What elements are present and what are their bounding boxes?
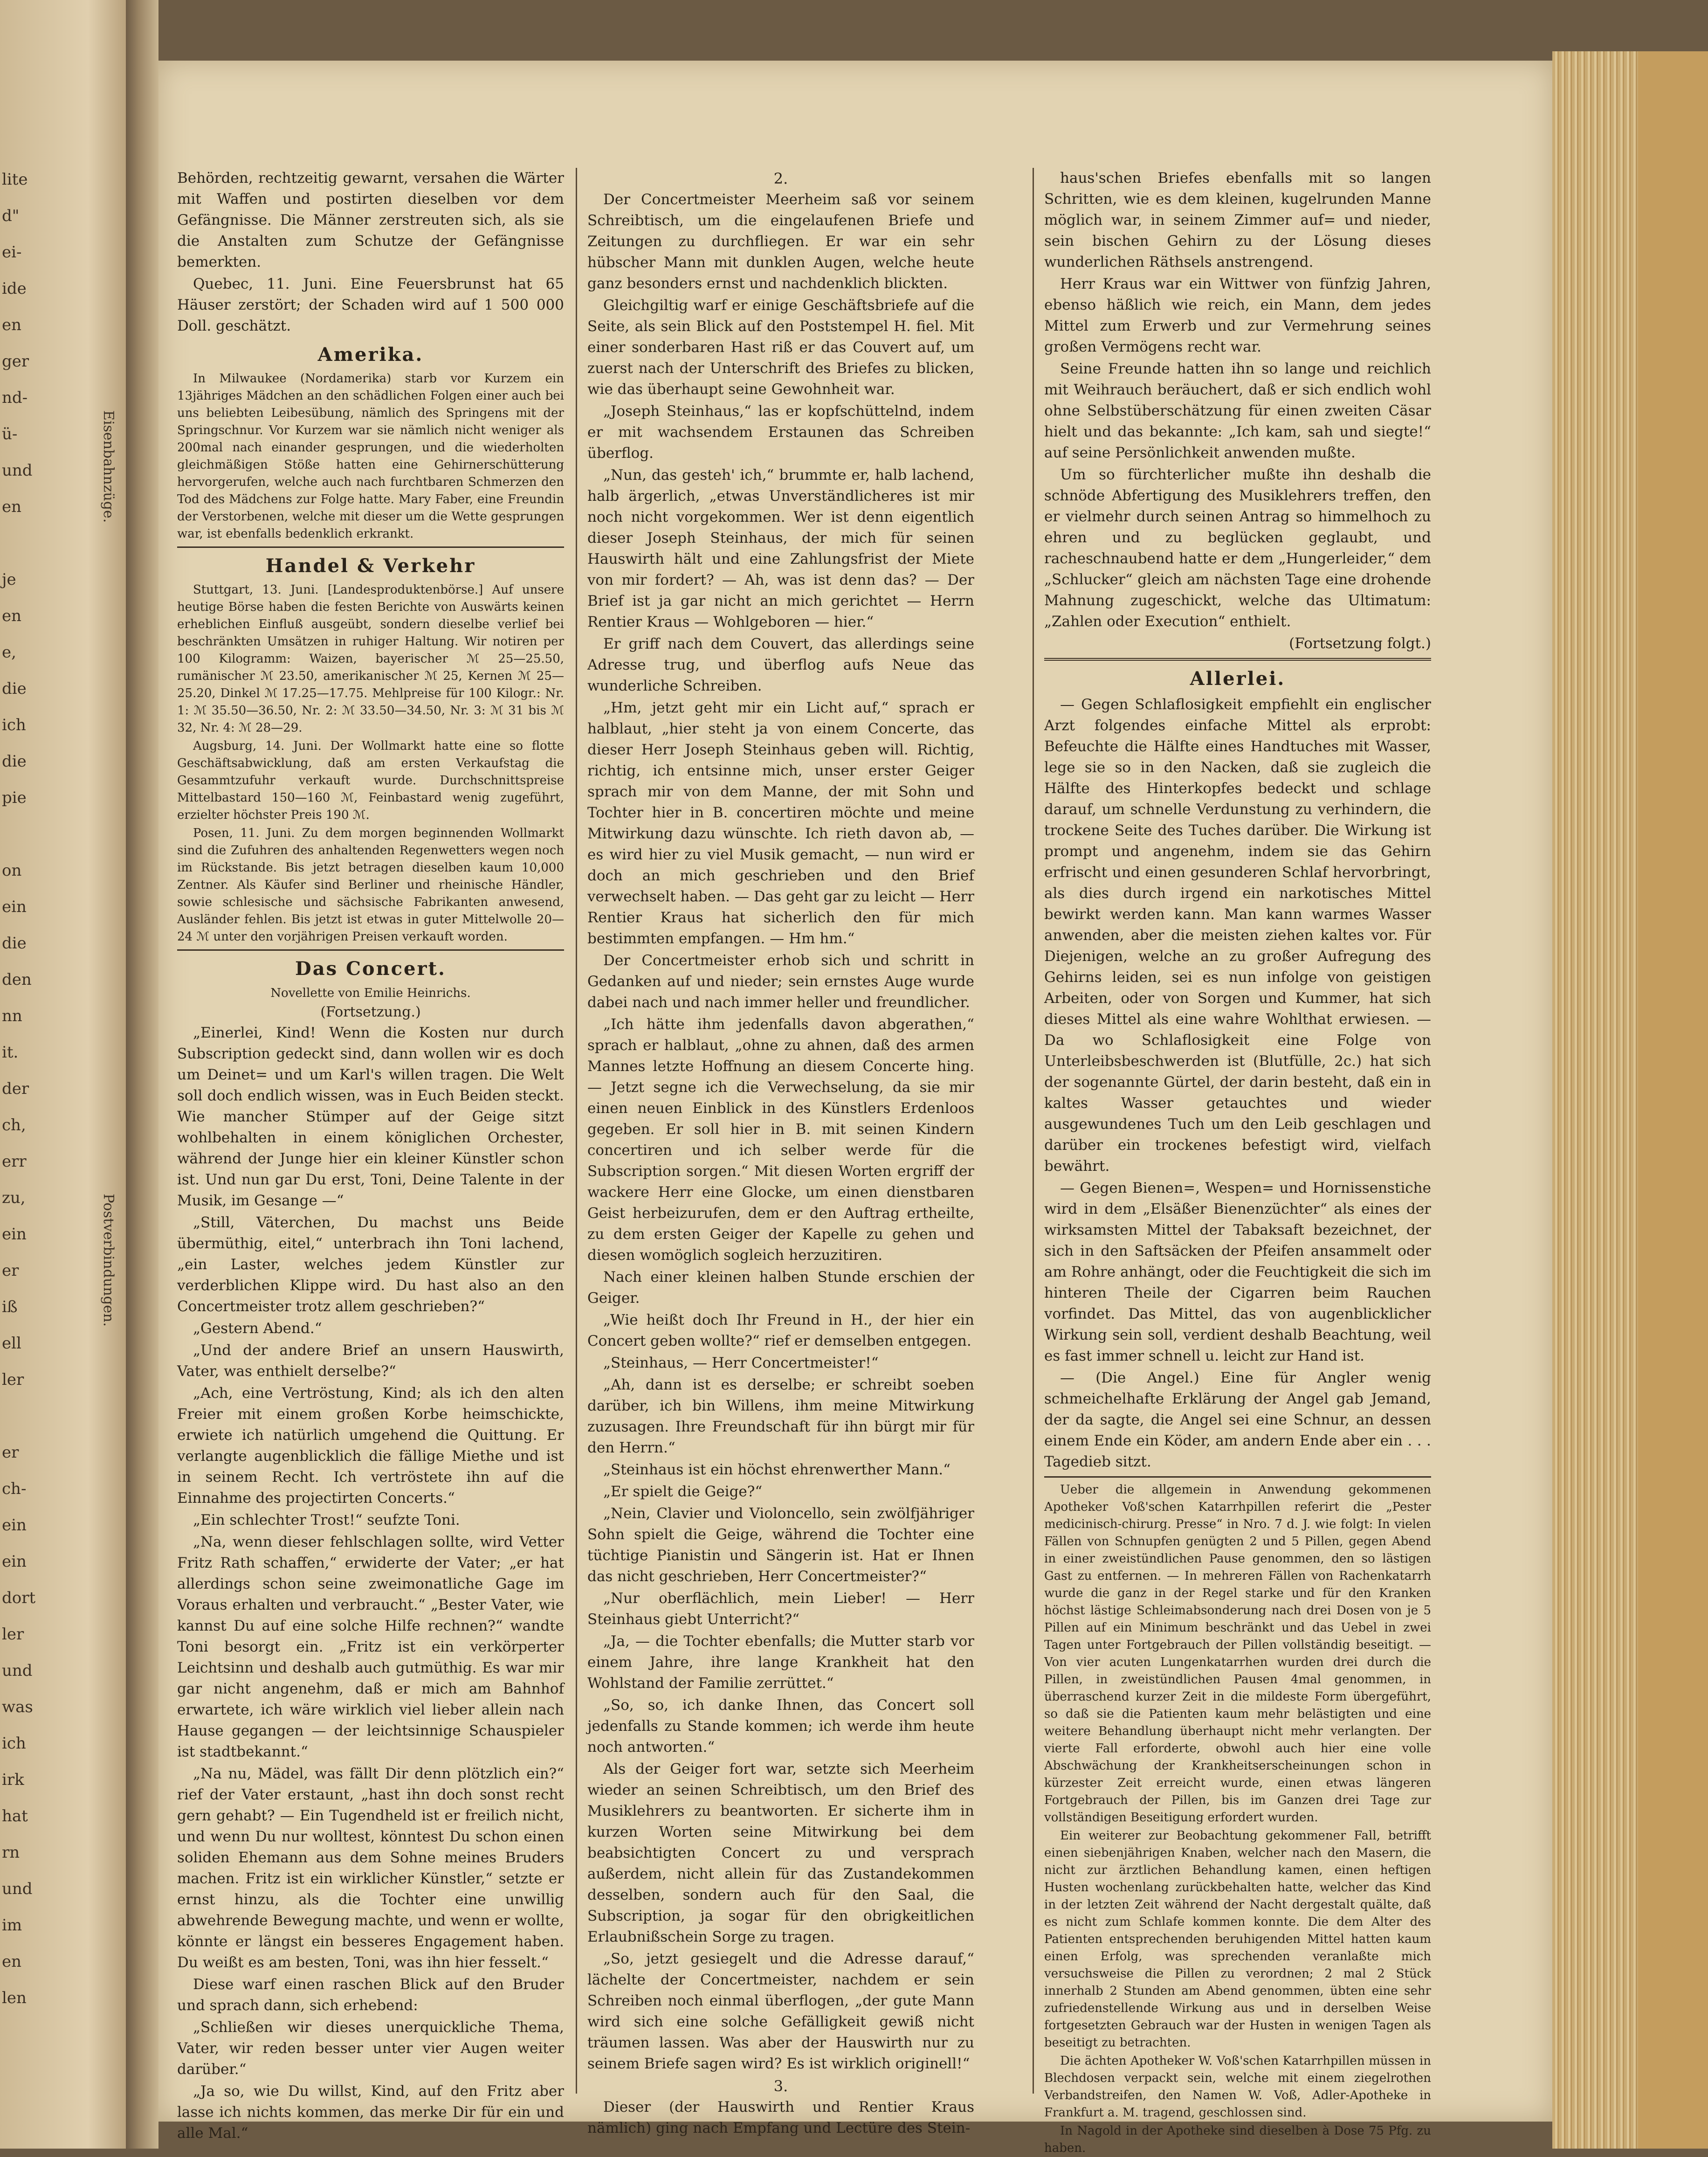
concert-author: Novellette von Emilie Heinrichs. (270, 986, 471, 1000)
left-page-fragment: ein (2, 898, 27, 916)
divider (1044, 658, 1431, 661)
left-page-fragment: und (2, 1880, 33, 1898)
paragraph: Herr Kraus war ein Wittwer von fünfzig Jahren, ebenso häßlich wie reich, ein Mann, dem jedes Mittel zum Erwerb und zur Vermehrung seines großen Vermögens recht war. (1044, 276, 1431, 355)
paragraph: Die ächten Apotheker W. Voß'schen Katarrhpillen müssen in Blechdosen verpackt sein, welche mit einem ziegelrothen Verbandstreifen, den Namen W. Voß, Adler-Apotheke in Frankfurt a. M. tragend, geschlossen sind. (1044, 2054, 1431, 2120)
left-page-fragment: on (2, 861, 22, 880)
left-page-fragment: ger (2, 352, 29, 371)
left-page-fragment: lite (2, 170, 28, 189)
left-page-fragment: nd- (2, 388, 28, 407)
column-rule (576, 168, 577, 2094)
divider (177, 546, 564, 548)
chapter-number-3: 3. (773, 2077, 788, 2095)
amerika-heading: Amerika. (317, 344, 424, 366)
left-page-fragment: zu, (2, 1189, 26, 1207)
left-page-fragment: ein (2, 1516, 27, 1535)
left-page-fragment: en (2, 498, 22, 516)
paragraph: Der Concertmeister erhob sich und schritt in Gedanken auf und nieder; sein ernstes Auge wurde dabei nach und nach immer heller und freundlicher. (587, 952, 974, 1011)
posen-report: Posen, 11. Juni. Zu dem morgen beginnenden Wollmarkt sind die Zufuhren des anhaltenden Regenwetters wegen noch im Rückstande. Bis jetzt betragen dieselben kaum 10,000 Zentner. Als Käufer sind Berliner und rheinische Händler, sowie schlesische und sächsische Fabrikanten anwesend, Ausländer fehlen. Bis jetzt ist etwas in guter Mittelwolle 20—24 ℳ unter den vorjährigen Preisen verkauft worden. (177, 826, 564, 944)
allerlei-items (1044, 694, 1431, 1473)
column-1 (177, 168, 564, 2142)
left-page-fragment: ich (2, 1734, 26, 1753)
paragraph: „Steinhaus, — Herr Concertmeister!“ (603, 1355, 879, 1371)
quebec-news: Quebec, 11. Juni. Eine Feuersbrunst hat 65 Häuser zerstört; der Schaden wird auf 1 500 000 Doll. geschätzt. (177, 276, 564, 334)
stuttgart-report: Stuttgart, 13. Juni. [Landesproduktenbörse.] Auf unsere heutige Börse haben die festen Berichte von Auswärts keinen erheblichen Einfluß ausgeübt, sondern dieselbe verlief bei beschränkten Umsätzen in ruhiger Haltung. Wir notiren per 100 Kilogramm: Waizen, bayerischer ℳ 25—25.50, rumänischer ℳ 23.50, amerikanischer ℳ 25, Kernen ℳ 25—25.20, Dinkel ℳ 17.25—17.75. Mehlpreise für 100 Kilogr.: Nr. 1: ℳ 35.50—36.50, Nr. 2: ℳ 33.50—34.50, Nr. 3: ℳ 31 bis ℳ 32, Nr. 4: ℳ 28—29. (177, 583, 564, 735)
paragraph: In Nagold in der Apotheke sind dieselben à Dose 75 Pfg. zu haben. (1044, 2124, 1431, 2155)
intro-text: Behörden, rechtzeitig gewarnt, versahen die Wärter mit Waffen und postirten dieselben vor dem Gefängnisse. Die Männer zerstreuten sich, als sie die Anstalten zum Schutze der Gefängnisse bemerkten. (177, 170, 564, 270)
concert-heading: Das Concert. (295, 958, 446, 980)
paragraph: Ein weiterer zur Beobachtung gekommener Fall, betrifft einen siebenjährigen Knaben, welcher nach den Masern, die nicht zur ärztlichen Behandlung kamen, einen heftigen Husten wochenlang zurückbehalten hatte, welcher das Kind in der letzten Zeit während der Nacht dergestalt quälte, daß es nicht zum Schlafe kommen konnte. Die dem Alter des Patienten entsprechenden beruhigenden Mittel hatten kaum einen Erfolg, was sprechenden veranlaßte mich versuchsweise die Pillen zu verordnen; 2 mal 2 Stück innerhalb 2 Stunden am Abend genommen, übten eine sehr zufriedenstellende Wirkung aus und in derselben Weise fortgesetzten Gebrauch war der Husten in wenigen Tagen als beseitigt zu betrachten. (1044, 1829, 1431, 2050)
newspaper-page (158, 61, 1552, 2155)
paragraph: — (Die Angel.) Eine für Angler wenig schmeichelhafte Erklärung der Angel gab Jemand, der da sagte, die Angel sei eine Schnur, an dessen einem Ende ein Köder, am andern Ende aber ein . . . Tagedieb sitzt. (1044, 1369, 1431, 1470)
left-page-fragment: und (2, 1661, 33, 1680)
paragraph: „Schließen wir dieses unerquickliche Thema, Vater, wir reden besser unter vier Augen weiter darüber.“ (177, 2019, 564, 2078)
column-rule (1033, 168, 1034, 2094)
left-page-fragment: den (2, 970, 32, 989)
left-page-fragment: dort (2, 1589, 36, 1607)
left-page-fragment: die (2, 934, 27, 953)
paragraph: — Gegen Bienen=, Wespen= und Hornissenstiche wird in dem „Elsäßer Bienenzüchter“ als eines der wirksamsten Mittel der Tabaksaft bezeichnet, der sich in den Saftsäcken der Pfeifen ansammelt oder am Rohre anhängt, oder die Feuchtigkeit die sich im hinteren Theile der Cigarren beim Rauchen vorfindet. Das Mittel, das von augenblicklicher Wirkung sein soll, verdient deshalb Beachtung, weil es fast immer schnell u. leicht zur Hand ist. (1044, 1180, 1431, 1364)
paragraph: „Ach, eine Vertröstung, Kind; als ich den alten Freier mit einem großen Korbe heimschickte, erwiete ich natürlich umgehend die Quittung. Er verlangte augenblicklich die fällige Miethe und ist in seinem Recht. Ich vertröstete ihn auf die Einnahme des projectirten Concerts.“ (177, 1385, 564, 1507)
paragraph: Um so fürchterlicher mußte ihn deshalb die schnöde Abfertigung des Musiklehrers treffen, den er vielmehr durch seinen Antrag so himmelhoch zu ehren und zu beglücken geglaubt, und racheschnaubend hatte er dem „Hungerleider,“ dem „Schlucker“ gleich am nächsten Tage eine drohende Mahnung zugeschickt, welche das Ultimatum: „Zahlen oder Execution“ enthielt. (1044, 466, 1431, 630)
paragraph: „Joseph Steinhaus,“ las er kopfschüttelnd, indem er mit wachsendem Erstaunen das Schreiben überflog. (587, 403, 974, 462)
paragraph: „Wie heißt doch Ihr Freund in H., der hier ein Concert geben wollte?“ rief er demselben entgegen. (587, 1312, 974, 1349)
left-page-fragment: nn (2, 1007, 22, 1025)
allerlei-heading: Allerlei. (1190, 668, 1286, 690)
left-page-fragment: d" (2, 207, 20, 225)
chapter-number-2: 2. (773, 170, 788, 187)
divider (1044, 1476, 1431, 1478)
divider (177, 949, 564, 951)
concert-paragraphs (177, 1023, 564, 2144)
column-3 (1044, 168, 1431, 2155)
paragraph: „So, so, ich danke Ihnen, das Concert soll jedenfalls zu Stande kommen; ich werde ihm heute noch antworten.“ (587, 1697, 974, 1756)
paragraph: „Er spielt die Geige?“ (603, 1483, 763, 1500)
handel-heading: Handel & Verkehr (265, 555, 476, 577)
left-page-fragment: er (2, 1443, 19, 1462)
left-page-fragment: ide (2, 279, 27, 298)
story-paragraphs (1044, 168, 1431, 632)
left-page-fragment: ich (2, 716, 26, 734)
paragraph: „Nein, Clavier und Violoncello, sein zwölfjähriger Sohn spielt die Geige, während die Tochter eine tüchtige Pianistin und Sängerin ist. Hat er Ihnen das nicht geschrieben, Herr Concertmeister?“ (587, 1505, 974, 1585)
left-page-fragment: ler (2, 1370, 24, 1389)
paragraph: „Steinhaus ist ein höchst ehrenwerther Mann.“ (603, 1461, 950, 1478)
paragraph: „Na, wenn dieser fehlschlagen sollte, wird Vetter Fritz Rath schaffen,“ erwiderte der Vater; „er hat allerdings schon seine zweimonatliche Gage im Voraus erhalten und verbraucht.“ „Bester Vater, wie kannst Du auf eine solche Hilfe rechnen?“ wandte Toni besorgt ein. „Fritz ist ein verkörperter Leichtsinn und deshalb auch gutmüthig. Es war mir gar nicht angenehm, daß er mich am Bahnhof erwartete, ich wäre wirklich viel lieber allein nach Hause gegangen — der leichtsinnige Schauspieler ist stadtbekannt.“ (177, 1534, 564, 1760)
concert-continuation: (Fortsetzung.) (320, 1004, 421, 1020)
left-page-fragment: er (2, 1261, 19, 1280)
book-gutter (126, 0, 158, 2149)
left-page-fragment: err (2, 1152, 27, 1171)
paragraph: haus'schen Briefes ebenfalls mit so langen Schritten, wie es dem kleinen, kugelrunden Manne möglich war, in seinem Zimmer auf= und nieder, sein bischen Gehirn zu der Lösung dieses wunderlichen Räthsels anstrengend. (1044, 170, 1431, 270)
left-page-fragment: en (2, 316, 22, 334)
paragraph: „Und der andere Brief an unsern Hauswirth, Vater, was enthielt derselbe?“ (177, 1342, 564, 1380)
left-page-fragment: e, (2, 643, 16, 662)
paragraph: Der Concertmeister Meerheim saß vor seinem Schreibtisch, um die eingelaufenen Briefe und Zeitungen zu durchfliegen. Er war ein sehr hübscher Mann mit dunklen Augen, welche heute ganz besonders ernst und nachdenklich blickten. (587, 191, 974, 292)
left-page-fragment: ei- (2, 243, 22, 262)
left-page-fragment: ein (2, 1552, 27, 1571)
book-cover-edge (1638, 51, 1708, 2149)
paragraph: Nach einer kleinen halben Stunde erschien der Geiger. (587, 1269, 974, 1307)
paragraph: „Na nu, Mädel, was fällt Dir denn plötzlich ein?“ rief der Vater erstaunt, „hast ihn doch sonst recht gern gehabt? — Ein Tugendheld ist er freilich nicht, und wenn Du nur wolltest, könntest Du schon einen soliden Ehemann aus dem Sohne meines Bruders machen. Fritz ist ein wirklicher Künstler,“ setzte er ernst hinzu, als die Tochter eine unwillig abwehrende Bewegung machte, und wenn er wollte, könnte er längst ein besseres Engagement haben. Du weißt es am besten, Toni, was ihn hier fesselt.“ (177, 1765, 564, 1971)
left-page-fragment: it. (2, 1043, 19, 1062)
paragraph: — Gegen Schlaflosigkeit empfiehlt ein englischer Arzt folgendes einfache Mittel als erprobt: Befeuchte die Hälfte eines Handtuches mit Wasser, lege sie so in den Nacken, daß sie zugleich die Hälfte des Hinterkopfes bedeckt und schlage darauf, um schnelle Verdunstung zu verhindern, die trockene Seite des Tuches darüber. Die Wirkung ist prompt und angenehm, indem sie das Gehirn erfrischt und einen gesunderen Schlaf hervorbringt, als dies durch irgend ein narkotisches Mittel bewirkt werden kann. Man kann warmes Wasser anwenden, aber die meisten ziehen kaltes vor. Für Diejenigen, welche an zu großer Aufregung des Gehirns leiden, sei es nun infolge von geistigen Arbeiten, oder von Sorgen und Kummer, hat sich dieses Mittel als eine wahre Wohlthat erwiesen. — Da wo Schlaflosigkeit eine Folge von Unterleibsbeschwerden ist (Blutfülle, 2c.) hat sich der sogenannte Gürtel, der darin besteht, daß ein in kaltes Wasser getauchtes und wieder ausgewundenes Tuch um den Leib geschlagen und darüber ein trockenes befestigt wird, vielfach bewährt. (1044, 696, 1431, 1175)
paragraph: „Ich hätte ihm jedenfalls davon abgerathen,“ sprach er halblaut, „ohne zu ahnen, daß des armen Mannes letzte Hoffnung an diesem Concerte hing. — Jetzt segne ich die Verwechselung, da sie mir einen neuen Einblick in des Künstlers Erdenloos gegeben. Er soll hier in B. mit seinen Kindern concertiren und ich selber werde für die Subscription sorgen.“ Mit diesen Worten ergriff der wackere Herr eine Glocke, um einen dienstbaren Geist herbeizurufen, dem er den Auftrag ertheilte, zu dem ersten Geiger der Kapelle zu gehen und diesen womöglich sogleich herzuzitiren. (587, 1016, 974, 1264)
page-stack-edge (1552, 51, 1708, 2149)
left-page-fragment: en (2, 1952, 22, 1971)
paragraph: Seine Freunde hatten ihn so lange und reichlich mit Weihrauch beräuchert, daß er sich endlich wohl ohne Selbstüberschätzung für einen zweiten Cäsar hielt und das bekannte: „Ich kam, sah und siegte!“ auf seine Persönlichkeit anwenden mußte. (1044, 360, 1431, 461)
left-page-fragment: ein (2, 1225, 27, 1244)
left-page-fragment: im (2, 1916, 22, 1935)
left-page-fragment: len (2, 1989, 27, 2007)
left-page-fragment: ler (2, 1625, 24, 1644)
paragraph: „Einerlei, Kind! Wenn die Kosten nur durch Subscription gedeckt sind, dann wollen wir es doch um Deinet= und um Karl's willen tragen. Die Welt soll doch endlich wissen, was in Euch Beiden steckt. Wie mancher Stümper auf der Geige sitzt wohlbehalten in einem königlichen Orchester, während der Junge hier ein kleiner Künstler schon ist. Und nun gar Du erst, Toni, Deine Talente in der Musik, im Gesange —“ (177, 1024, 564, 1209)
paragraph: Diese warf einen raschen Blick auf den Bruder und sprach dann, sich erhebend: (177, 1976, 564, 2014)
story-continuation: (Fortsetzung folgt.) (1289, 635, 1431, 652)
left-page-fragment: ü- (2, 425, 18, 443)
advertisement-katarrhpillen (1044, 1481, 1431, 2157)
left-page-fragment: ell (2, 1334, 21, 1353)
paragraph: Gleichgiltig warf er einige Geschäftsbriefe auf die Seite, als sein Blick auf den Poststempel H. fiel. Mit einer sonderbaren Hast riß er das Couvert auf, um zuerst nach der Unterschrift des Briefes zu blicken, wie das überhaupt seine Gewohnheit war. (587, 297, 974, 398)
left-page-fragment: ch- (2, 1479, 27, 1498)
left-page-fragment: und (2, 461, 33, 480)
left-heading-eisenbahn: Eisenbahnzüge. (100, 410, 117, 523)
augsburg-report: Augsburg, 14. Juni. Der Wollmarkt hatte eine so flotte Geschäftsabwicklung, daß am ersten Verkaufstag die Gesammtzufuhr verkauft wurde. Durchschnittspreise Mittelbastard 150—160 ℳ, Feinbastard wenig zugeführt, erzielter höchster Preis 190 ℳ. (177, 739, 564, 822)
paragraph: „Nur oberflächlich, mein Lieber! — Herr Steinhaus giebt Unterricht?“ (587, 1590, 974, 1628)
left-page-fragment: rn (2, 1843, 20, 1862)
paragraph: „Still, Väterchen, Du machst uns Beide übermüthig, eitel,“ unterbrach ihn Toni lachend, „ein Laster, welches jedem Künstler zur verderblichen Klippe wird. Du hast also an den Concertmeister trotz allem geschrieben?“ (177, 1214, 564, 1315)
left-page-fragment: je (2, 570, 16, 589)
chapter-2-paragraphs (587, 189, 974, 2074)
left-page-fragment: iß (2, 1298, 18, 1316)
column-2 (587, 168, 974, 2136)
paragraph: „Hm, jetzt geht mir ein Licht auf,“ sprach er halblaut, „hier steht ja von einem Concerte, das dieser Herr Joseph Steinhaus geben will. Richtig, richtig, ich entsinne mich, unser erster Geiger sprach mir von dem Manne, der mit Sohn und Tochter hier in B. concertiren möchte und meine Mitwirkung dazu wünschte. Ich rieth davon ab, — es wird hier zu viel Musik gemacht, — nun wird er doch an mich geschrieben und den Brief verwechselt haben. — Das geht gar zu leicht — Herr Rentier Kraus hat sicherlich den für mich bestimmten empfangen. — Hm hm.“ (587, 699, 974, 947)
paragraph: „Ja, — die Tochter ebenfalls; die Mutter starb vor einem Jahre, ihre lange Krankheit hat den Wohlstand der Familie zerrüttet.“ (587, 1633, 974, 1692)
paragraph: „Ein schlechter Trost!“ seufzte Toni. (193, 1512, 460, 1528)
left-page-fragment: irk (2, 1770, 24, 1789)
left-page-fragment: der (2, 1079, 29, 1098)
paragraph: „Nun, das gesteh' ich,“ brummte er, halb lachend, halb ärgerlich, „etwas Unverständlicheres ist mir noch nicht vorgekommen. Wer ist denn eigentlich dieser Joseph Steinhaus, der mich für seinen Hauswirth hält und eine Zahlungsfrist der Miete von mir fordert? — Ah, was ist denn das? — Der Brief ist ja gar nicht an mich gerichtet — Herrn Rentier Kraus — Wohlgeboren — hier.“ (587, 467, 974, 630)
amerika-text: In Milwaukee (Nordamerika) starb vor Kurzem ein 13jähriges Mädchen an den schädlichen Folgen einer auch bei uns beliebten Leibesübung, nämlich des Springens mit der Springschnur. Vor Kurzem war sie nämlich nicht weniger als 200mal nach einander gesprungen, und die wiederholten gleichmäßigen Stöße hatten eine Gehirnerschütterung hervorgerufen, welche auch nach furchtbaren Schmerzen den Tod des Mädchens zur Folge hatte. Mary Faber, eine Freundin der Verstorbenen, welche mit dieser um die Wette gesprungen war, ist ebenfalls bedenklich erkrankt. (177, 372, 564, 541)
paragraph: „Ah, dann ist es derselbe; er schreibt soeben darüber, ich bin Willens, ihm meine Mitwirkung zuzusagen. Ihre Freundschaft für ihn bürgt mir für den Herrn.“ (587, 1376, 974, 1456)
paragraph: Als der Geiger fort war, setzte sich Meerheim wieder an seinen Schreibtisch, um den Brief des Musiklehrers zu beantworten. Er sicherte ihm in kurzen Worten seine Mitwirkung bei dem beabsichtigten Concert zu und versprach außerdem, nicht allein für das Zustandekommen desselben, sondern auch für den Saal, die Subscription, ja sogar für den obrigkeitlichen Erlaubnißschein Sorge zu tragen. (587, 1761, 974, 1945)
left-page-fragment: die (2, 679, 27, 698)
paragraph: „Ja so, wie Du willst, Kind, auf den Fritz aber lasse ich nichts kommen, das merke Dir für ein und alle Mal.“ (177, 2083, 564, 2142)
paragraph: Ueber die allgemein in Anwendung gekommenen Apotheker Voß'schen Katarrhpillen referirt die „Pester medicinisch-chirurg. Presse“ in Nro. 7 d. J. wie folgt: In vielen Fällen von Schnupfen genügten 2 und 5 Pillen, gegen Abend in einer zweistündlichen Pause genommen, den so lästigen Gast zu entfernen. — In mehreren Fällen von Rachenkatarrh wurde die ganz in der Regel starke und für den Kranken höchst lästige Schleimabsonderung nach drei Dosen von je 5 Pillen auf ein Minimum beschränkt und das Uebel in zwei Tagen unter Fortgebrauch der Pillen vollständig beseitigt. — Von vier acuten Lungenkatarrhen wurden drei durch die Pillen, in zweistündlichen Pausen 4mal genommen, in überraschend kurzer Zeit in die mildeste Form übergeführt, so daß sie die Patienten kaum mehr belästigten und eine weitere Behandlung überhaupt nicht mehr verlangten. Der vierte Fall erforderte, obwohl auch hier eine volle Abschwächung der Krankheitserscheinungen schon in kürzester Zeit erreicht wurde, einen etwas längeren Fortgebrauch der Pillen, bis im Ganzen drei Tage zur vollständigen Beseitigung erfordert wurden. (1044, 1483, 1431, 1825)
left-page-fragment: en (2, 607, 22, 625)
left-heading-post: Postverbindungen. (100, 1194, 117, 1327)
left-page-fragment: pie (2, 788, 27, 807)
left-page-strip (0, 0, 126, 2149)
left-page-fragment: ch, (2, 1116, 26, 1134)
chapter-3-text: Dieser (der Hauswirth und Rentier Kraus nämlich) ging nach Empfang und Lectüre des Stein- (587, 2099, 974, 2136)
left-page-fragment: hat (2, 1807, 28, 1825)
paragraph: Er griff nach dem Couvert, das allerdings seine Adresse trug, und überflog aufs Neue das wunderliche Schreiben. (587, 636, 974, 694)
left-page-fragment: was (2, 1698, 33, 1716)
left-page-fragment: die (2, 752, 27, 771)
paragraph: „Gestern Abend.“ (193, 1320, 322, 1337)
paragraph: „So, jetzt gesiegelt und die Adresse darauf,“ lächelte der Concertmeister, nachdem er sein Schreiben noch einmal überflogen, „der gute Mann wird sich eine solche Gefälligkeit gewiß nicht träumen lassen. Was aber der Hauswirth nur zu seinem Briefe sagen wird? Es ist wirklich originell!“ (587, 1950, 974, 2072)
